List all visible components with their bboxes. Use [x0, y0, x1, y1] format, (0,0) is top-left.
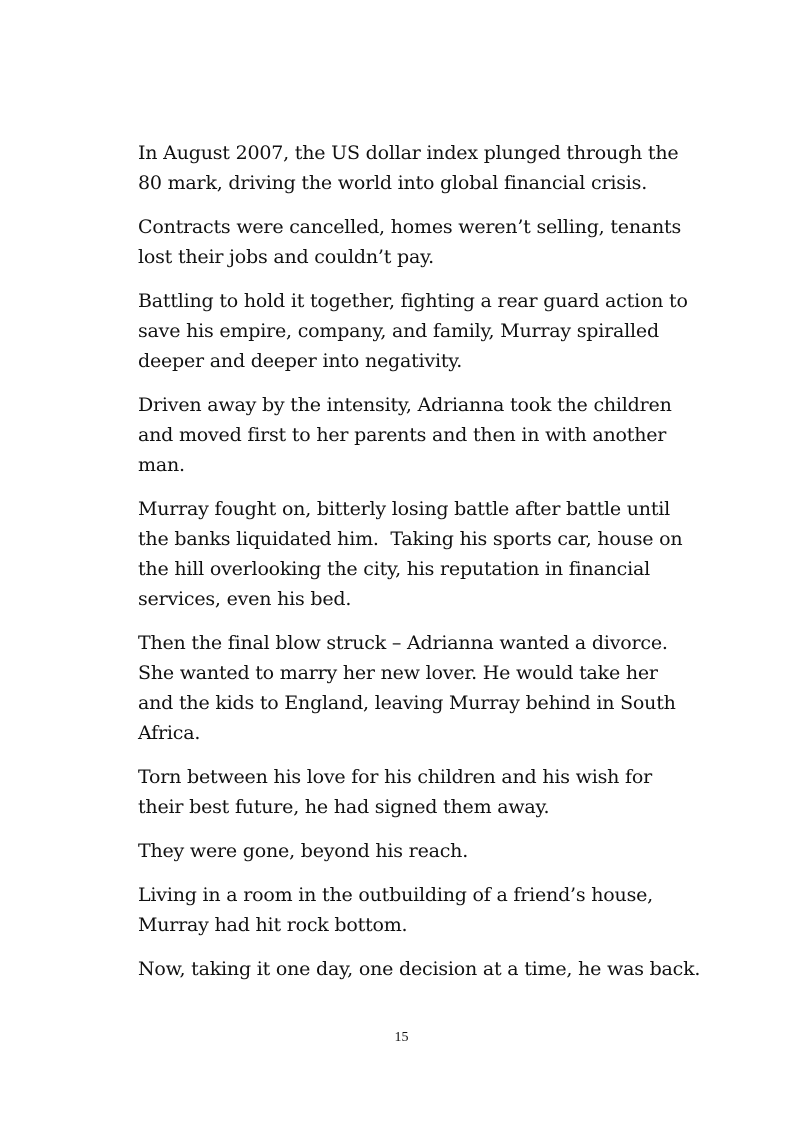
text-line: and the kids to England, leaving Murray behind in South: [138, 692, 676, 714]
text-line: 80 mark, driving the world into global financial crisis.: [138, 172, 648, 194]
text-line: Living in a room in the outbuilding of a friend’s house,: [138, 884, 654, 906]
text-line: save his empire, company, and family, Murray spiralled: [138, 320, 659, 342]
text-line: the banks liquidated him. Taking his sports car, house on: [138, 528, 683, 550]
paragraph-6: [138, 628, 678, 748]
paragraph-8: [138, 836, 678, 866]
paragraph-9: [138, 880, 678, 940]
paragraph-10: [138, 954, 701, 984]
text-line: services, even his bed.: [138, 588, 352, 610]
text-line: Murray fought on, bitterly losing battle after battle until: [138, 498, 671, 520]
page-number: 15: [394, 1030, 409, 1045]
body-text: [138, 138, 701, 998]
text-line: man.: [138, 454, 185, 476]
text-line: They were gone, beyond his reach.: [138, 840, 469, 862]
text-line: Murray had hit rock bottom.: [138, 914, 408, 936]
paragraph-3: [138, 286, 688, 376]
text-line: Battling to hold it together, fighting a rear guard action to: [138, 290, 688, 312]
text-line: Africa.: [138, 722, 201, 744]
text-line: Then the final blow struck – Adrianna wanted a divorce.: [138, 632, 668, 654]
paragraph-1: [138, 138, 678, 198]
paragraph-4: [138, 390, 678, 480]
text-line: and moved first to her parents and then in with another: [138, 424, 667, 446]
text-line: Contracts were cancelled, homes weren’t selling, tenants: [138, 216, 682, 238]
text-line: their best future, he had signed them away.: [138, 796, 550, 818]
paragraph-7: [138, 762, 678, 822]
text-line: Torn between his love for his children and his wish for: [138, 766, 652, 788]
text-line: lost their jobs and couldn’t pay.: [138, 246, 434, 268]
paragraph-5: [138, 494, 683, 614]
text-line: In August 2007, the US dollar index plunged through the: [138, 142, 679, 164]
text-line: Driven away by the intensity, Adrianna took the children: [138, 394, 672, 416]
text-line: deeper and deeper into negativity.: [138, 350, 463, 372]
text-line: the hill overlooking the city, his reputation in financial: [138, 558, 650, 580]
text-line: Now, taking it one day, one decision at a time, he was back.: [138, 958, 701, 980]
paragraph-2: [138, 212, 682, 272]
text-line: She wanted to marry her new lover. He would take her: [138, 662, 658, 684]
